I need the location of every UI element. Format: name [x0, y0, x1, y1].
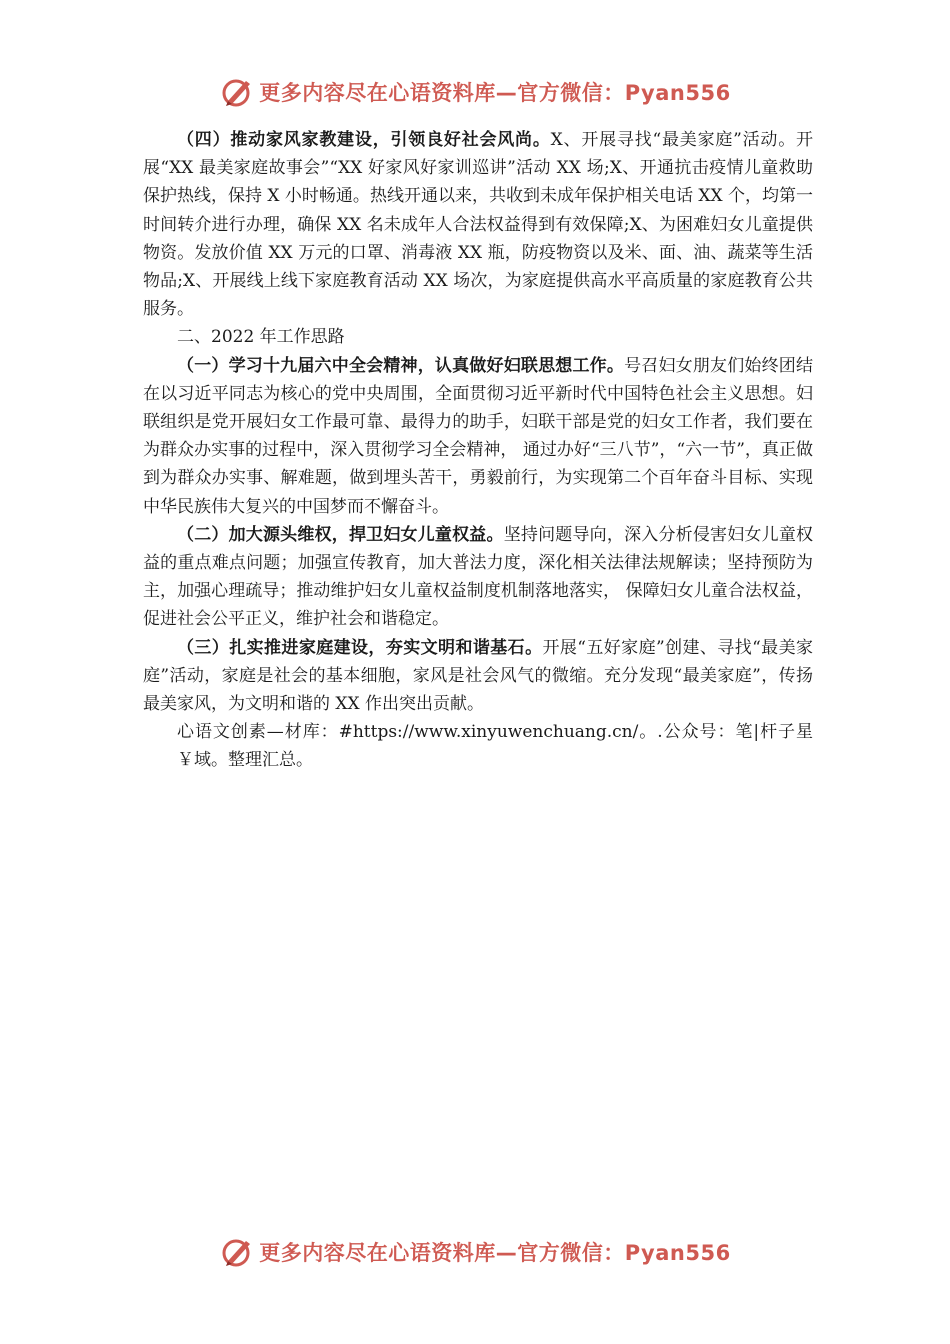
paragraph-study-spirit [143, 352, 813, 521]
paragraph-family-building [143, 634, 813, 719]
section-body: 开展“五好家庭”创建、寻找“最美家庭”活动，家庭是社会的基本细胞，家风是社会风气的微缩。充分发现“最美家庭”，传扬最美家风，为文明和谐的 XX 作出突出贡献。 [143, 637, 813, 715]
paragraph-rights-protection [143, 521, 813, 634]
document-body [143, 126, 813, 775]
banner-text: 更多内容尽在心语资料库—官方微信：Pyan556 [259, 1241, 731, 1265]
section-body: 坚持问题导向，深入分析侵害妇女儿童权益的重点难点问题；加强宣传教育，加大普法力度，深化相关法律法规解读；坚持预防为主，加强心理疏导；推动维护妇女儿童权益制度机制落地落实， 保障妇女儿童合法权益，促进社会公平正义，维护社会和谐稳定。 [143, 524, 814, 630]
header-banner [0, 72, 950, 112]
section-title: 二、2022 年工作思路 [177, 327, 345, 348]
footer-banner [0, 1232, 950, 1272]
source-note: 心语文创素—材库：#https://www.xinyuwenchuang.cn/。.公众号：笔|杆子星￥域。整理汇总。 [177, 722, 813, 771]
pen-logo-icon [219, 74, 255, 110]
paragraph-2022-plan-title [143, 323, 813, 351]
section-body: X、开展寻找“最美家庭”活动。开展“XX 最美家庭故事会”“XX 好家风好家训巡讲”活动 XX 场;X、开通抗击疫情儿童救助保护热线，保持 X 小时畅通。热线开通以来，共收到未成年保护相关电话 XX 个，均第一时间转介进行办理，确保 XX 名未成年人合法权益得到有效保障;X、为困难妇女儿童提供物资。发放价值 XX 万元的口罩、消毒液 XX 瓶，防疫物资以及米、面、油、蔬菜等生活物品;X、开展线上线下家庭教育活动 XX 场次，为家庭提供高水平高质量的家庭教育公共服务。 [143, 130, 814, 320]
section-heading: （二）加大源头维权，捍卫妇女儿童权益。 [177, 524, 504, 545]
section-heading: （四）推动家风家教建设，引领良好社会风尚。 [177, 130, 551, 150]
paragraph-family-tradition [143, 126, 813, 323]
section-heading: （三）扎实推进家庭建设，夯实文明和谐基石。 [177, 637, 543, 658]
section-heading: （一）学习十九届六中全会精神，认真做好妇联思想工作。 [177, 355, 625, 376]
banner-text: 更多内容尽在心语资料库—官方微信：Pyan556 [259, 81, 731, 105]
pen-logo-icon [219, 1234, 255, 1270]
section-body: 号召妇女朋友们始终团结在以习近平同志为核心的党中央周围，全面贯彻习近平新时代中国特色社会主义思想。妇联组织是党开展妇女工作最可靠、最得力的助手，妇联干部是党的妇女工作者，我们要在为群众办实事的过程中，深入贯彻学习全会精神， 通过办好“三八节”，“六一节”，真正做到为群众办实事、解难题，做到埋头苦干，勇毅前行，为实现第二个百年奋斗目标、实现中华民族伟大复兴的中国梦而不懈奋斗。 [143, 355, 814, 517]
